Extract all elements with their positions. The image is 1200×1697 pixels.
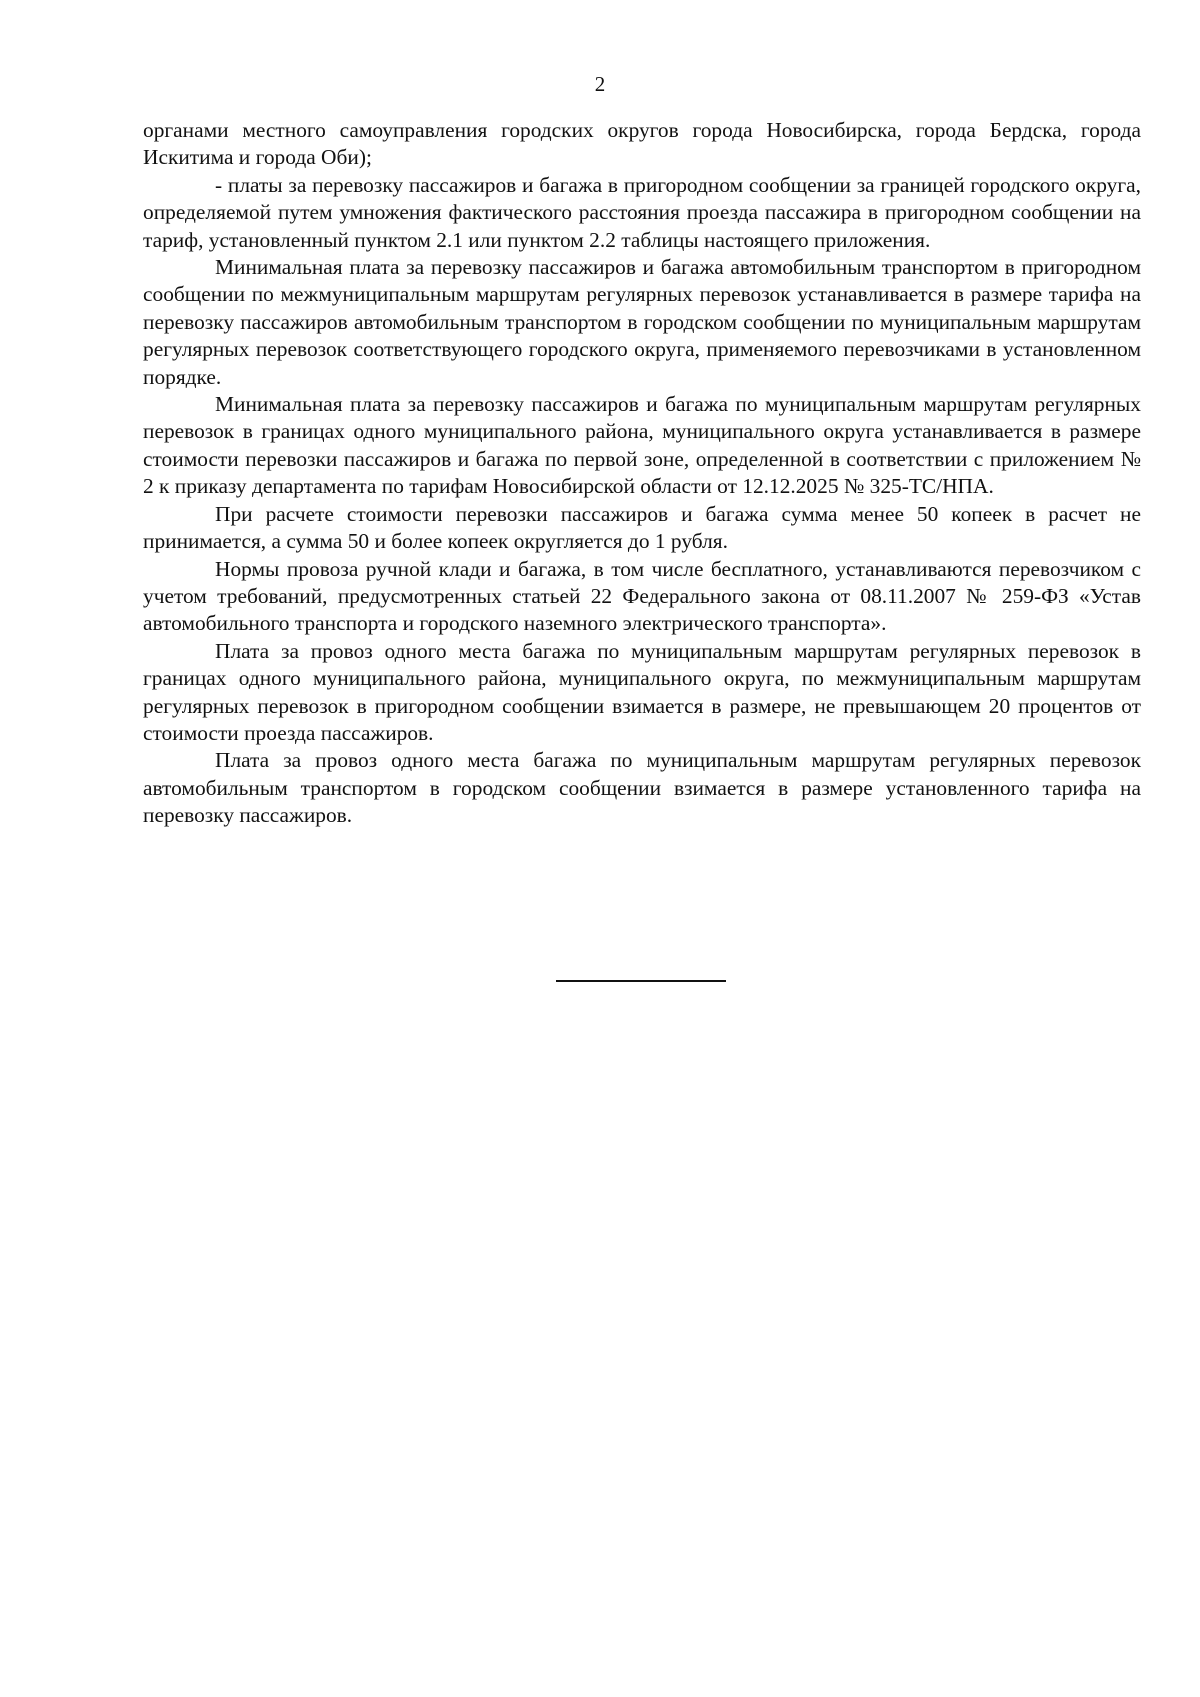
paragraph-rounding-rule: При расчете стоимости перевозки пассажиров и багажа сумма менее 50 копеек в расчет не принимается, а сумма 50 и более копеек округляется до 1 рубля. xyxy=(143,501,1141,554)
paragraph-continuation: органами местного самоуправления городских округов города Новосибирска, города Бердска, города Искитима и города Оби); xyxy=(143,118,1141,170)
page-number: 2 xyxy=(594,72,606,96)
paragraph-minimum-fare-municipal: Минимальная плата за перевозку пассажиров и багажа по муниципальным маршрутам регулярных перевозок в границах одного муниципального района, муниципального округа устанавливается в размере стоимости перевозки пассажиров и багажа по первой зоне, определенной в соответствии с приложением № 2 к приказу департамента по тарифам Новосибирской области от 12.12.2025 № 325-ТС/НПА. xyxy=(143,392,1141,499)
document-body xyxy=(143,117,1141,830)
paragraph-minimum-fare-suburban: Минимальная плата за перевозку пассажиров и багажа автомобильным транспортом в пригородном сообщении по межмуниципальным маршрутам регулярных перевозок устанавливается в размере тарифа на перевозку пассажиров автомобильным транспортом в городском сообщении по муниципальным маршрутам регулярных перевозок соответствующего городского округа, применяемого перевозчиками в установленном порядке. xyxy=(143,255,1141,389)
end-of-document-rule xyxy=(556,980,726,982)
paragraph-luggage-fee-urban: Плата за провоз одного места багажа по муниципальным маршрутам регулярных перевозок автомобильным транспортом в городском сообщении взимается в размере установленного тарифа на перевозку пассажиров. xyxy=(143,748,1141,828)
paragraph-suburban-fare-item: - платы за перевозку пассажиров и багажа в пригородном сообщении за границей городского округа, определяемой путем умножения фактического расстояния проезда пассажира в пригородном сообщении на тариф, установленный пунктом 2.1 или пунктом 2.2 таблицы настоящего приложения. xyxy=(143,172,1141,252)
paragraph-luggage-fee-suburban: Плата за провоз одного места багажа по муниципальным маршрутам регулярных перевозок в границах одного муниципального района, муниципального округа, по межмуниципальным маршрутам регулярных перевозок в пригородном сообщении взимается в размере, не превышающем 20 процентов от стоимости проезда пассажиров. xyxy=(143,638,1141,745)
paragraph-luggage-norms: Нормы провоза ручной клади и багажа, в том числе бесплатного, устанавливаются перевозчиком с учетом требований, предусмотренных статьей 22 Федерального закона от 08.11.2007 № 259-ФЗ «Устав автомобильного транспорта и городского наземного электрического транспорта». xyxy=(143,556,1141,636)
